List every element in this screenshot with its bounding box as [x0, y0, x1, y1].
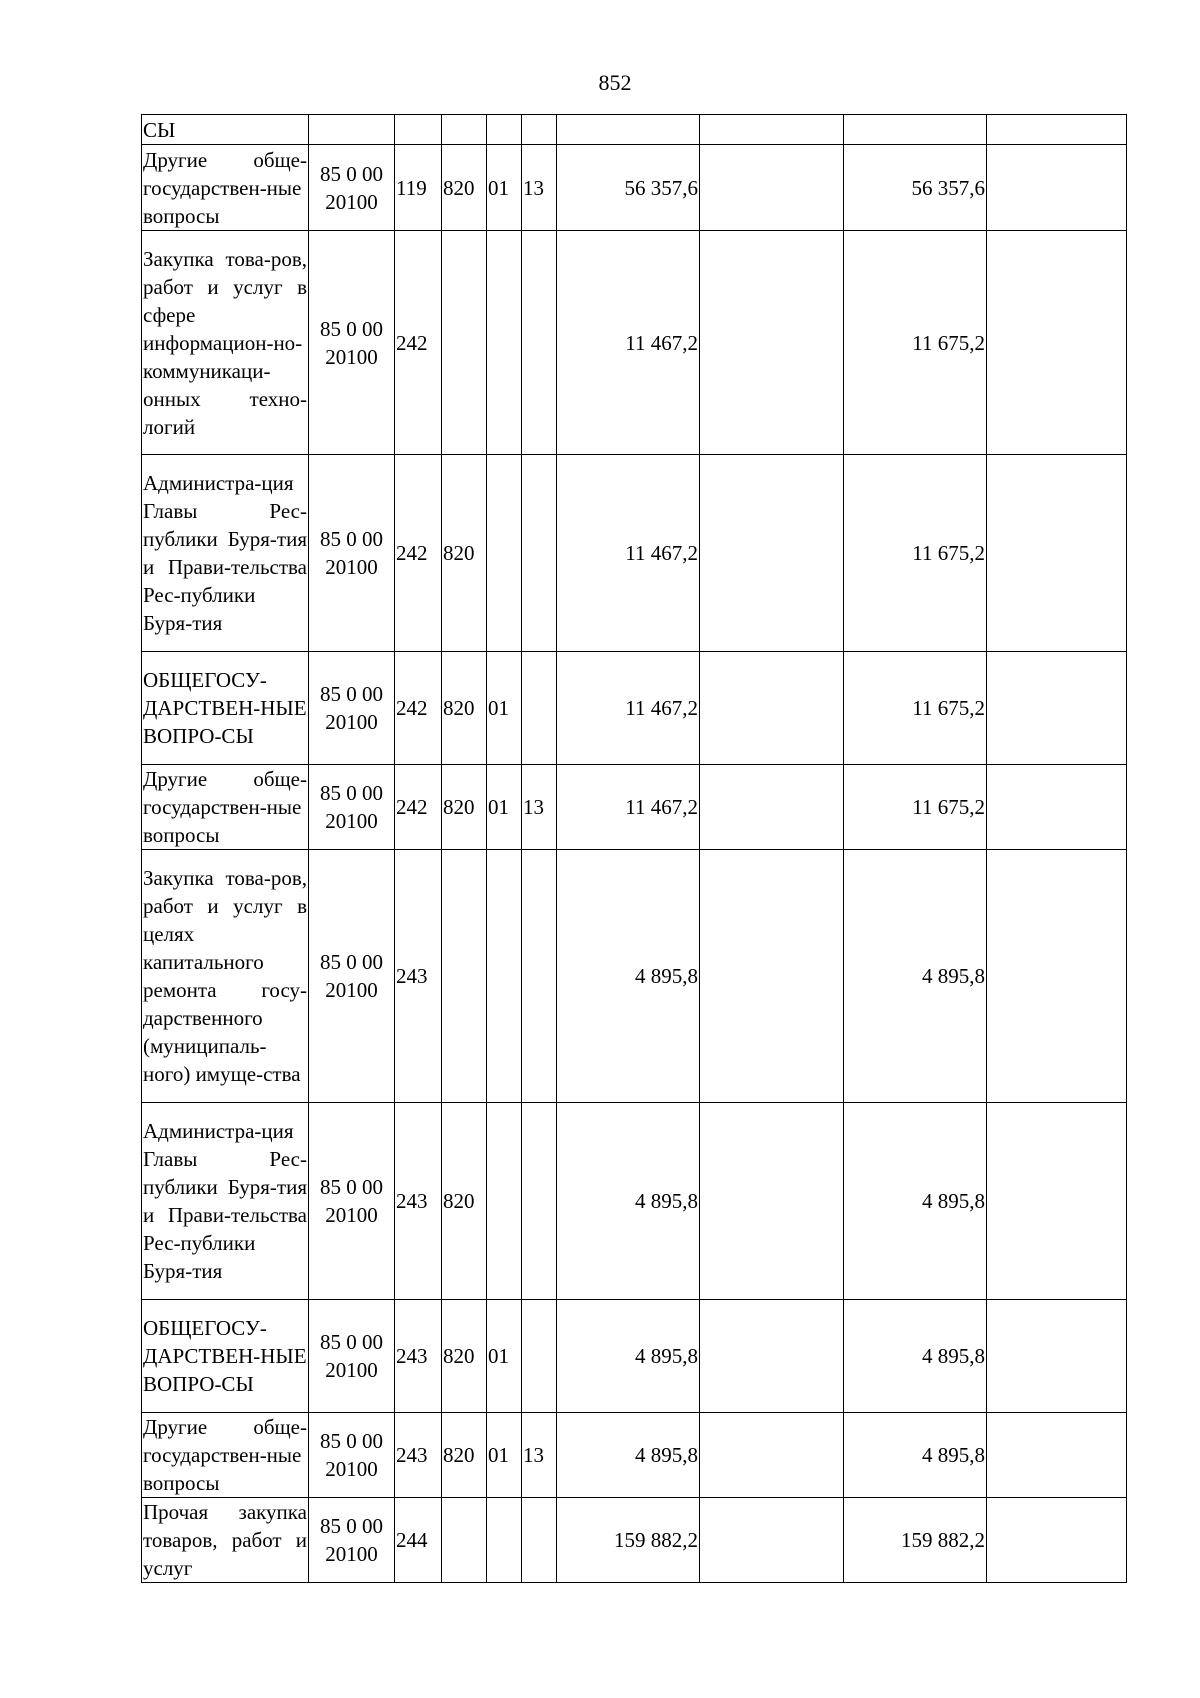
row-rz-cell [487, 850, 522, 1103]
row-sum-cell [987, 1300, 1127, 1413]
row-name-cell: ОБЩЕГОСУ-ДАРСТВЕН-НЫЕ ВОПРО-СЫ [142, 652, 309, 765]
row-sum-cell: 11 675,2 [844, 765, 987, 850]
row-rz-cell [487, 231, 522, 455]
row-code-cell: 85 0 00 20100 [309, 652, 395, 765]
row-sum-cell: 11 467,2 [557, 455, 700, 652]
row-sum-cell: 4 895,8 [844, 1300, 987, 1413]
row-sum-cell [844, 115, 987, 145]
table-row [142, 145, 1127, 231]
table-row [142, 455, 1127, 652]
row-name-cell: Другие обще-государствен-ные вопросы [142, 145, 309, 231]
row-sum-cell [987, 455, 1127, 652]
row-code-cell: 85 0 00 20100 [309, 1300, 395, 1413]
row-sum-cell [987, 1413, 1127, 1498]
row-pr-cell: 13 [522, 1413, 557, 1498]
row-sum-cell [700, 652, 844, 765]
row-vr-cell: 243 [395, 1300, 442, 1413]
row-sum-cell [987, 231, 1127, 455]
table-row [142, 231, 1127, 455]
row-sum-cell [700, 145, 844, 231]
row-pr-cell [522, 1103, 557, 1300]
row-gr-cell: 820 [442, 455, 487, 652]
table-row [142, 850, 1127, 1103]
row-pr-cell [522, 1498, 557, 1583]
row-pr-cell: 13 [522, 765, 557, 850]
row-pr-cell [522, 115, 557, 145]
row-code-cell: 85 0 00 20100 [309, 765, 395, 850]
row-name-cell: Закупка това-ров, работ и услуг в целях капитального ремонта госу-дарственного (муниципаль-ного) имуще-ства [142, 850, 309, 1103]
budget-table [141, 114, 1127, 1583]
row-sum-cell: 11 467,2 [557, 231, 700, 455]
row-sum-cell [700, 765, 844, 850]
row-name-cell: Другие обще-государствен-ные вопросы [142, 1413, 309, 1498]
row-vr-cell: 243 [395, 850, 442, 1103]
table-row [142, 765, 1127, 850]
row-name-cell: Прочая закупка товаров, работ и услуг [142, 1498, 309, 1583]
row-sum-cell [987, 145, 1127, 231]
row-sum-cell [700, 231, 844, 455]
row-code-cell: 85 0 00 20100 [309, 1413, 395, 1498]
row-sum-cell: 56 357,6 [844, 145, 987, 231]
row-pr-cell [522, 231, 557, 455]
row-sum-cell: 4 895,8 [557, 850, 700, 1103]
row-gr-cell: 820 [442, 765, 487, 850]
row-sum-cell [700, 1498, 844, 1583]
row-pr-cell [522, 1300, 557, 1413]
row-gr-cell: 820 [442, 1300, 487, 1413]
row-gr-cell [442, 115, 487, 145]
row-vr-cell: 243 [395, 1413, 442, 1498]
row-rz-cell: 01 [487, 765, 522, 850]
row-rz-cell [487, 1498, 522, 1583]
row-vr-cell: 242 [395, 455, 442, 652]
row-name-cell: СЫ [142, 115, 309, 145]
row-sum-cell [700, 115, 844, 145]
row-rz-cell: 01 [487, 1413, 522, 1498]
row-code-cell: 85 0 00 20100 [309, 231, 395, 455]
row-code-cell: 85 0 00 20100 [309, 850, 395, 1103]
row-vr-cell: 242 [395, 652, 442, 765]
row-gr-cell: 820 [442, 145, 487, 231]
row-pr-cell [522, 850, 557, 1103]
row-rz-cell [487, 115, 522, 145]
row-code-cell: 85 0 00 20100 [309, 455, 395, 652]
row-vr-cell: 119 [395, 145, 442, 231]
row-sum-cell: 11 467,2 [557, 652, 700, 765]
row-sum-cell [987, 652, 1127, 765]
page-number: 852 [598, 70, 632, 95]
row-gr-cell: 820 [442, 1413, 487, 1498]
row-sum-cell: 159 882,2 [844, 1498, 987, 1583]
row-sum-cell: 4 895,8 [557, 1413, 700, 1498]
row-gr-cell: 820 [442, 652, 487, 765]
row-name-cell: Другие обще-государствен-ные вопросы [142, 765, 309, 850]
row-rz-cell [487, 455, 522, 652]
row-sum-cell [700, 1413, 844, 1498]
table-row [142, 115, 1127, 145]
row-gr-cell: 820 [442, 1103, 487, 1300]
row-sum-cell: 56 357,6 [557, 145, 700, 231]
row-rz-cell: 01 [487, 652, 522, 765]
row-name-cell: Администра-ция Главы Рес-публики Буря-тия и Прави-тельства Рес-публики Буря-тия [142, 1103, 309, 1300]
row-vr-cell: 242 [395, 231, 442, 455]
row-vr-cell [395, 115, 442, 145]
row-sum-cell: 4 895,8 [844, 1103, 987, 1300]
row-gr-cell [442, 850, 487, 1103]
table-row [142, 652, 1127, 765]
row-sum-cell [557, 115, 700, 145]
table-body [142, 115, 1127, 1583]
row-sum-cell: 11 675,2 [844, 652, 987, 765]
row-sum-cell [987, 1103, 1127, 1300]
row-sum-cell [987, 765, 1127, 850]
row-sum-cell [987, 850, 1127, 1103]
row-pr-cell [522, 652, 557, 765]
row-sum-cell: 4 895,8 [844, 1413, 987, 1498]
row-vr-cell: 242 [395, 765, 442, 850]
row-sum-cell [700, 1300, 844, 1413]
row-rz-cell [487, 1103, 522, 1300]
row-sum-cell: 4 895,8 [557, 1300, 700, 1413]
table-row [142, 1498, 1127, 1583]
row-name-cell: Закупка това-ров, работ и услуг в сфере информацион-но-коммуникаци-онных техно-логий [142, 231, 309, 455]
row-sum-cell: 11 675,2 [844, 231, 987, 455]
table-row [142, 1300, 1127, 1413]
row-pr-cell [522, 455, 557, 652]
row-rz-cell: 01 [487, 145, 522, 231]
table-row [142, 1413, 1127, 1498]
row-sum-cell: 4 895,8 [557, 1103, 700, 1300]
row-vr-cell: 244 [395, 1498, 442, 1583]
table-row [142, 1103, 1127, 1300]
row-vr-cell: 243 [395, 1103, 442, 1300]
row-code-cell: 85 0 00 20100 [309, 145, 395, 231]
row-name-cell: Администра-ция Главы Рес-публики Буря-тия и Прави-тельства Рес-публики Буря-тия [142, 455, 309, 652]
row-sum-cell: 11 467,2 [557, 765, 700, 850]
row-code-cell: 85 0 00 20100 [309, 1498, 395, 1583]
row-sum-cell: 11 675,2 [844, 455, 987, 652]
row-sum-cell: 4 895,8 [844, 850, 987, 1103]
row-pr-cell: 13 [522, 145, 557, 231]
row-gr-cell [442, 231, 487, 455]
row-sum-cell [700, 850, 844, 1103]
row-code-cell [309, 115, 395, 145]
row-rz-cell: 01 [487, 1300, 522, 1413]
row-sum-cell [987, 115, 1127, 145]
row-sum-cell [700, 455, 844, 652]
row-code-cell: 85 0 00 20100 [309, 1103, 395, 1300]
row-sum-cell: 159 882,2 [557, 1498, 700, 1583]
row-sum-cell [987, 1498, 1127, 1583]
row-sum-cell [700, 1103, 844, 1300]
row-name-cell: ОБЩЕГОСУ-ДАРСТВЕН-НЫЕ ВОПРО-СЫ [142, 1300, 309, 1413]
row-gr-cell [442, 1498, 487, 1583]
